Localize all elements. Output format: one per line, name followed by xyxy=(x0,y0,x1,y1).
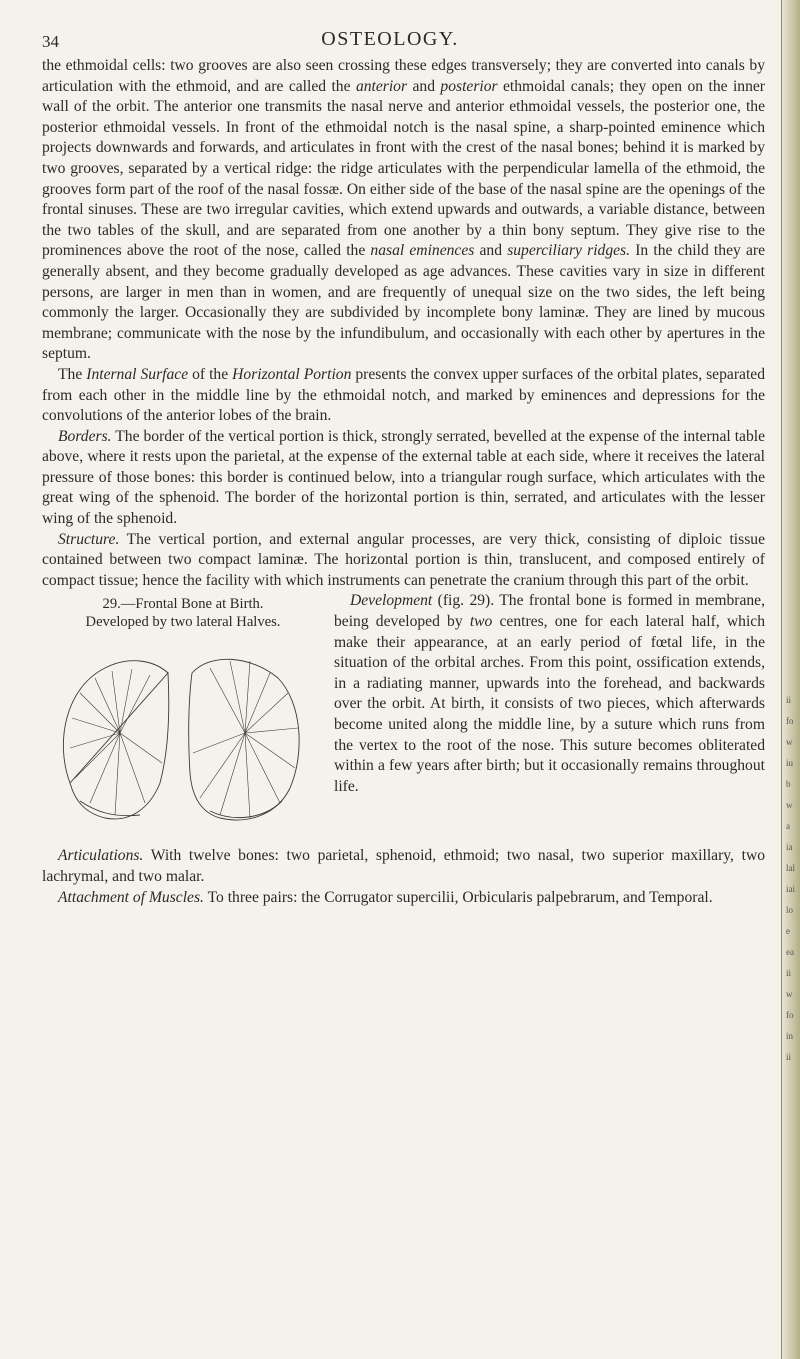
frontal-bone-illustration xyxy=(50,633,312,843)
figure-caption: 29.—Frontal Bone at Birth. Developed by two lateral Halves. xyxy=(85,596,281,631)
paragraph-internal-surface: The Internal Surface of the Horizontal Portion presents the convex upper surfaces of the orbital plates, separated from each other in the middle line by the ethmoidal notch, and marked by eminences and depressions for the convolutions of the anterior lobes of the brain. xyxy=(42,365,765,425)
figure-29 xyxy=(42,591,324,846)
page-number: 34 xyxy=(42,32,59,51)
paragraph-articulations: Articulations. With twelve bones: two parietal, sphenoid, ethmoid; two nasal, two superior maxillary, two lachrymal, and two malar. xyxy=(42,847,765,886)
body-text xyxy=(42,56,765,908)
adjacent-page-fragments: ii fo w iu b w a ia lal iai lo e ea ii w fo in ii xyxy=(786,695,795,1062)
running-title: OSTEOLOGY. xyxy=(321,28,459,50)
page-header xyxy=(0,18,780,51)
paragraph-development: Development (fig. 29). The frontal bone is formed in membrane, being developed by two centres, one for each lateral half, which make their appearance, at an early period of fœtal life, in the situation of the orbital arches. From this point, ossification extends, in a radiating manner, upwards into the forehead, and backwards over the orbit. At birth, it consists of two pieces, which afterwards become united along the middle line, by a suture which runs from the vertex to the root of the nose. This suture becomes obliterated within a few years after birth; but it occasionally remains throughout life. xyxy=(334,592,765,795)
paragraph-structure: Structure. The vertical portion, and external angular processes, are very thick, consisting of diploic tissue contained between two compact laminæ. The horizontal portion is thin, translucent, and composed entirely of compact tissue; hence the facility with which instruments can penetrate the cranium through this part of the orbit. xyxy=(42,530,765,589)
adjacent-page-edge xyxy=(781,0,800,1359)
paragraph-borders: Borders. The border of the vertical portion is thick, strongly serrated, bevelled at the expense of the internal table above, where it rests upon the parietal, at the expense of the external table at each side, where it receives the lateral pressure of those bones: this border is continued below, into a triangular rough surface, which articulates with the great wing of the sphenoid. The border of the horizontal portion is thin, serrated, and articulates with the lesser wing of the sphenoid. xyxy=(42,427,765,528)
paragraph-muscles: Attachment of Muscles. To three pairs: the Corrugator supercilii, Orbicularis palpebrarum, and Temporal. xyxy=(58,888,713,906)
paragraph-ethmoidal: the ethmoidal cells: two grooves are also seen crossing these edges transversely; they are converted into canals by articulation with the ethmoid, and are called the anterior and posterior ethmoidal canals; they open on the inner wall of the orbit. The anterior one transmits the nasal nerve and anterior ethmoidal vessels, the posterior one, the posterior ethmoidal vessels. In front of the ethmoidal notch is the nasal spine, a sharp-pointed eminence which projects downwards and forwards, and articulates in front with the crest of the nasal bones; behind it is marked by two grooves, separated by a vertical ridge: the ridge articulates with the perpendicular lamella of the ethmoid, the grooves form part of the roof of the nasal fossæ. On either side of the base of the nasal spine are the openings of the frontal sinuses. These are two irregular cavities, which extend upwards and outwards, a variable distance, between the two tables of the skull, and are separated from one another by a thin bony septum. They give rise to the prominences above the root of the nose, called the nasal eminences and superciliary ridges. In the child they are generally absent, and they become gradually developed as age advances. These cavities vary in size in different persons, are larger in men than in women, and are frequently of unequal size on the two sides, the left being commonly the larger. Occasionally they are subdivided by incomplete bony laminæ. They are lined by mucous membrane; communicate with the nose by the infundibulum, and occasionally with each other by apertures in the septum. xyxy=(42,57,765,363)
